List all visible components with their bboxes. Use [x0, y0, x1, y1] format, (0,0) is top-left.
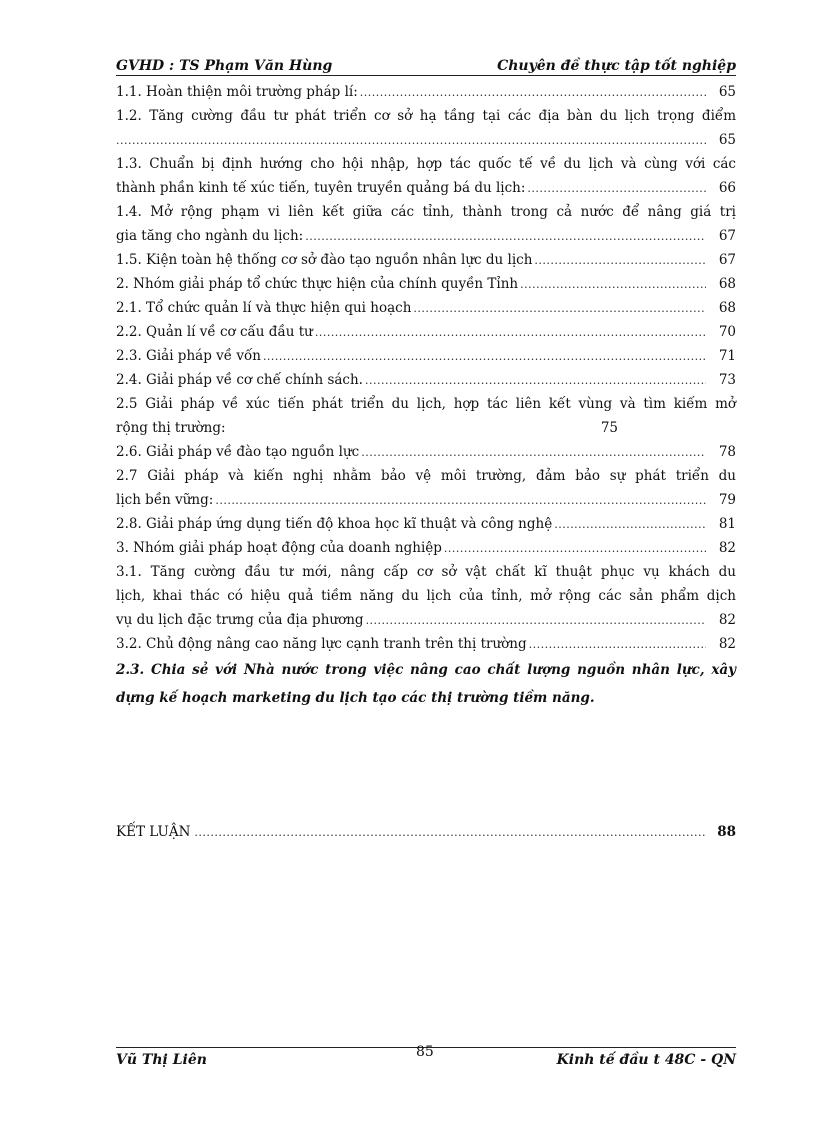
toc-entry-text: 2.3. Giải pháp về vốn [116, 348, 261, 364]
toc-entry-1-3-line2 [116, 176, 736, 200]
toc-entry-text: 2. Nhóm giải pháp tổ chức thực hiện của chính quyền Tỉnh [116, 276, 519, 292]
toc-entry-text: rộng thị trường: [116, 420, 226, 436]
toc-entry-2-8 [116, 512, 736, 536]
toc-page-number: 79 [718, 492, 736, 508]
toc-entry-text: 1.4. Mở rộng phạm vi liên kết giữa các tỉnh, thành trong cả nước để nâng giá trị [116, 204, 736, 220]
toc-page-number: 65 [718, 84, 736, 100]
toc-page-number: 75 [600, 420, 618, 436]
footer-page-number: 85 [416, 1044, 434, 1060]
toc-entry-text: 2.6. Giải pháp về đào tạo nguồn lực [116, 444, 360, 460]
toc-entry-text: 3.2. Chủ động nâng cao năng lực cạnh tranh trên thị trường [116, 636, 527, 652]
toc-page-number: 73 [718, 372, 736, 388]
toc-entry-2-7-line2 [116, 488, 736, 512]
toc-entry-2-5-line2 [116, 416, 736, 440]
toc-entry-2-1 [116, 296, 736, 320]
toc-leader [360, 81, 706, 105]
conclusion-label: KẾT LUẬN [116, 824, 191, 840]
toc-leader [315, 321, 706, 345]
toc-entry-text: 2.3. Chia sẻ với Nhà nước trong việc nâng cao chất lượng nguồn nhân lực, xây [116, 662, 736, 678]
toc-entry-1-1 [116, 80, 736, 104]
toc-leader [366, 609, 706, 633]
page-header [116, 57, 736, 76]
toc-entry-1-5 [116, 248, 736, 272]
toc-entry-text: 3. Nhóm giải pháp hoạt động của doanh nghiệp [116, 540, 442, 556]
toc-leader [361, 441, 706, 465]
toc-page-number: 71 [718, 348, 736, 364]
footer-author: Vũ Thị Liên [116, 1052, 207, 1068]
toc-entry-text: 1.3. Chuẩn bị định hướng cho hội nhập, hợp tác quốc tế về du lịch và cùng với các [116, 156, 736, 172]
toc-entry-1-3-line1 [116, 152, 736, 176]
toc-leader [534, 249, 706, 273]
footer-class: Kinh tế đầu t 48C - QN [556, 1052, 736, 1068]
table-of-contents [116, 80, 736, 712]
toc-entry-text: 2.1. Tổ chức quản lí và thực hiện qui hoạch [116, 300, 412, 316]
toc-entry-3-2 [116, 632, 736, 656]
toc-entry-text: dựng kế hoạch marketing du lịch tạo các thị trường tiềm năng. [116, 690, 595, 706]
toc-entry-text: 1.5. Kiện toàn hệ thống cơ sở đào tạo nguồn nhân lực du lịch [116, 252, 533, 268]
toc-page-number: 68 [718, 300, 736, 316]
toc-leader [365, 369, 706, 393]
toc-entry-3 [116, 536, 736, 560]
toc-leader [413, 297, 706, 321]
toc-entry-2-3b-line2 [116, 684, 736, 712]
toc-entry-text: gia tăng cho ngành du lịch: [116, 228, 304, 244]
page-footer [116, 1044, 736, 1068]
toc-leader [263, 345, 706, 369]
toc-leader [305, 225, 706, 249]
toc-entry-text: 2.2. Quản lí về cơ cấu đầu tư [116, 324, 313, 340]
toc-entry-3-1-line2 [116, 584, 736, 608]
toc-leader [444, 537, 706, 561]
toc-entry-text: lịch, khai thác có hiệu quả tiềm năng du lịch của tỉnh, mở rộng các sản phẩm dịch [116, 588, 736, 604]
toc-entry-text: 2.7 Giải pháp và kiến nghị nhằm bảo vệ môi trường, đảm bảo sự phát triển du [116, 468, 736, 484]
toc-page-number: 78 [718, 444, 736, 460]
toc-entry-text: thành phần kinh tế xúc tiến, tuyên truyền quảng bá du lịch: [116, 180, 526, 196]
toc-entry-2-4 [116, 368, 736, 392]
toc-leader [529, 633, 706, 657]
toc-entry-text: 2.8. Giải pháp ứng dụng tiến độ khoa học kĩ thuật và công nghệ [116, 516, 553, 532]
toc-entry-1-2-line2 [116, 128, 736, 152]
header-title: Chuyên đề thực tập tốt nghiệp [497, 58, 736, 74]
header-advisor: GVHD : TS Phạm Văn Hùng [116, 58, 333, 74]
toc-entry-text: 2.5 Giải pháp về xúc tiến phát triển du lịch, hợp tác liên kết vùng và tìm kiếm mở [116, 396, 736, 412]
toc-entry-2-3b-line1 [116, 656, 736, 684]
toc-page-number: 81 [718, 516, 736, 532]
toc-page-number: 82 [718, 612, 736, 628]
toc-entry-text: 1.1. Hoàn thiện môi trường pháp lí: [116, 84, 358, 100]
toc-page-number: 66 [718, 180, 736, 196]
toc-leader [527, 177, 706, 201]
toc-entry-2 [116, 272, 736, 296]
toc-entry-2-5-line1 [116, 392, 736, 416]
toc-entry-2-3 [116, 344, 736, 368]
toc-entry-text: vụ du lịch đặc trưng của địa phương [116, 612, 364, 628]
toc-page-number: 67 [718, 252, 736, 268]
toc-entry-text: 2.4. Giải pháp về cơ chế chính sách. [116, 372, 363, 388]
conclusion-page-number: 88 [717, 824, 736, 840]
toc-entry-2-6 [116, 440, 736, 464]
toc-entry-text: lịch bền vững: [116, 492, 214, 508]
toc-entry-2-7-line1 [116, 464, 736, 488]
toc-entry-text: 1.2. Tăng cường đầu tư phát triển cơ sở hạ tầng tại các địa bàn du lịch trọng điểm [116, 108, 736, 124]
toc-entry-2-2 [116, 320, 736, 344]
toc-page-number: 67 [718, 228, 736, 244]
toc-leader [215, 489, 706, 513]
toc-entry-1-2-line1 [116, 104, 736, 128]
toc-page-number: 68 [718, 276, 736, 292]
toc-entry-text: 3.1. Tăng cường đầu tư mới, nâng cấp cơ sở vật chất kĩ thuật phục vụ khách du [116, 564, 736, 580]
toc-page-number: 82 [718, 540, 736, 556]
toc-conclusion [116, 820, 736, 844]
toc-leader [194, 821, 705, 845]
toc-entry-1-4-line1 [116, 200, 736, 224]
toc-entry-1-4-line2 [116, 224, 736, 248]
toc-entry-3-1-line3 [116, 608, 736, 632]
toc-leader [520, 273, 706, 297]
toc-leader [554, 513, 706, 537]
toc-page-number: 65 [718, 132, 736, 148]
toc-page-number: 70 [718, 324, 736, 340]
toc-page-number: 82 [718, 636, 736, 652]
toc-entry-3-1-line1 [116, 560, 736, 584]
toc-leader [116, 129, 706, 153]
